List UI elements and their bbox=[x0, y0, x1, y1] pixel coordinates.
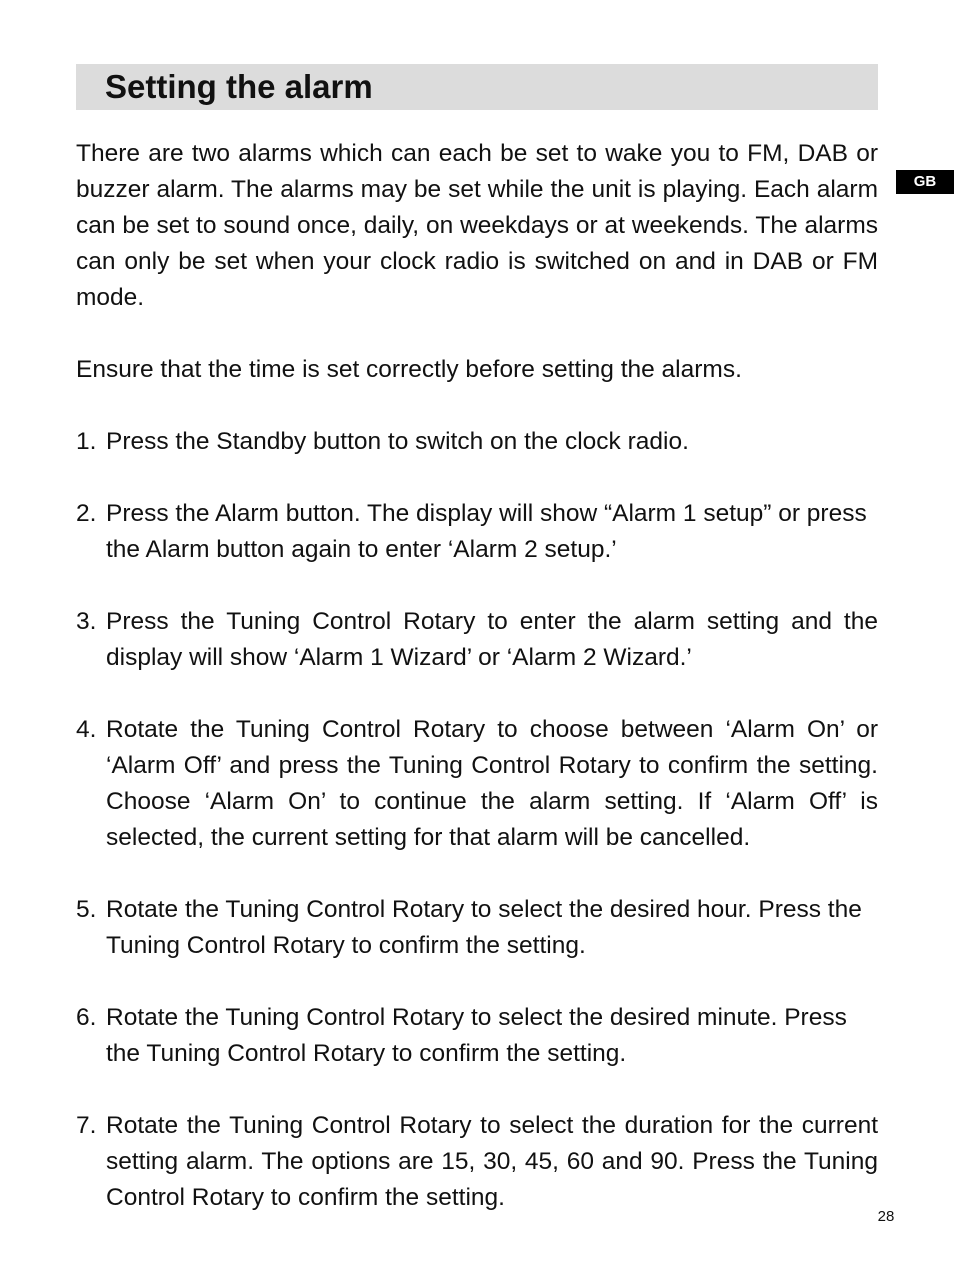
step-number: 7. bbox=[76, 1112, 97, 1139]
step-text: Press the Standby button to switch on the clock radio. bbox=[106, 428, 689, 455]
step-text: Rotate the Tuning Control Rotary to select the desired minute. Press the Tuning Control Rotary to confirm the setting. bbox=[106, 1004, 847, 1067]
step-number: 1. bbox=[76, 428, 97, 455]
step-item bbox=[76, 892, 878, 964]
step-number: 6. bbox=[76, 1004, 97, 1031]
step-text: Rotate the Tuning Control Rotary to select the duration for the current setting alarm. The options are 15, 30, 45, 60 and 90. Press the Tuning Control Rotary to confirm the setting. bbox=[106, 1112, 878, 1211]
step-number: 5. bbox=[76, 896, 97, 923]
main-content bbox=[76, 136, 878, 1252]
step-text: Press the Tuning Control Rotary to enter the alarm setting and the display will show ‘Alarm 1 Wizard’ or ‘Alarm 2 Wizard.’ bbox=[106, 608, 878, 671]
page-title: Setting the alarm bbox=[105, 68, 373, 105]
step-text: Rotate the Tuning Control Rotary to select the desired hour. Press the Tuning Control Rotary to confirm the setting. bbox=[106, 896, 862, 959]
step-text: Rotate the Tuning Control Rotary to choose between ‘Alarm On’ or ‘Alarm Off’ and press the Tuning Control Rotary to confirm the setting. Choose ‘Alarm On’ to continue the alarm setting. If ‘Alarm Off’ is selected, the current setting for that alarm will be cancelled. bbox=[106, 716, 878, 851]
step-number: 2. bbox=[76, 500, 97, 527]
section-header bbox=[76, 64, 878, 110]
step-text: Press the Alarm button. The display will show “Alarm 1 setup” or press the Alarm button again to enter ‘Alarm 2 setup.’ bbox=[106, 500, 867, 563]
step-item bbox=[76, 604, 878, 676]
step-number: 4. bbox=[76, 716, 97, 743]
intro-paragraph: There are two alarms which can each be set to wake you to FM, DAB or buzzer alarm. The alarms may be set while the unit is playing. Each alarm can be set to sound once, daily, on weekdays or at weekends. The alarms can only be set when your clock radio is switched on and in DAB or FM mode. bbox=[76, 140, 878, 311]
step-item bbox=[76, 1108, 878, 1216]
time-note-paragraph: Ensure that the time is set correctly before setting the alarms. bbox=[76, 356, 742, 383]
step-number: 3. bbox=[76, 608, 97, 635]
page-number: 28 bbox=[877, 1208, 895, 1225]
step-item bbox=[76, 712, 878, 856]
step-item bbox=[76, 1000, 878, 1072]
step-item bbox=[76, 496, 878, 568]
step-item bbox=[76, 424, 878, 460]
language-tab: GB bbox=[896, 170, 954, 194]
